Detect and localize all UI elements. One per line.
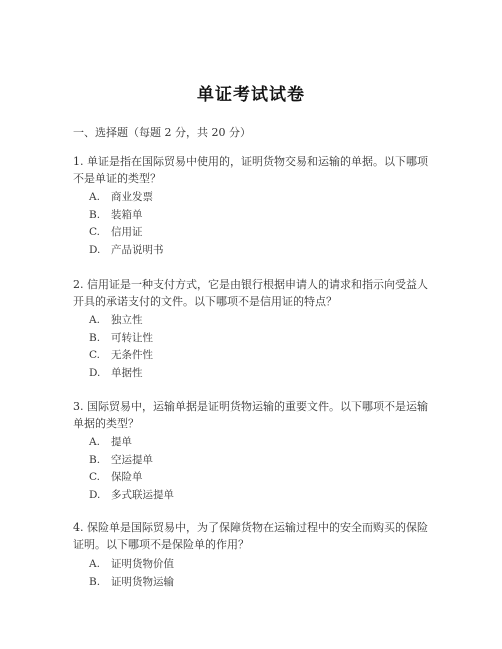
option-letter: B. [89, 208, 101, 221]
option-letter: A. [89, 314, 100, 326]
option-letter: D. [89, 243, 101, 256]
option-a [89, 189, 164, 207]
option-c [89, 347, 153, 365]
option-letter: B. [89, 453, 101, 466]
question-4-text: 4. 保险单是国际贸易中，为了保障货物在运输过程中的安全而购买的保险证明。以下哪项不是保险单的作用？ [73, 521, 428, 551]
option-c [89, 224, 164, 242]
option-d [89, 487, 174, 505]
option-a [89, 434, 174, 452]
option-text: 多式联运提单 [111, 488, 174, 501]
question-3-options [89, 434, 174, 504]
option-c [89, 469, 174, 487]
document-title: 单证考试试卷 [197, 85, 305, 105]
option-letter: D. [89, 366, 101, 379]
option-letter: A. [89, 191, 100, 203]
option-letter: A. [89, 558, 100, 570]
option-letter: C. [89, 349, 100, 361]
option-b [89, 207, 164, 225]
section-heading: 一、选择题（每题 2 分，共 20 分） [73, 126, 251, 139]
option-text: 证明货物价值 [111, 558, 174, 570]
option-text: 单据性 [111, 366, 143, 379]
option-text: 信用证 [111, 226, 143, 238]
option-text: 空运提单 [111, 453, 153, 466]
option-letter: C. [89, 226, 100, 238]
option-text: 提单 [111, 436, 132, 448]
question-1-options [89, 189, 164, 259]
option-text: 独立性 [111, 314, 143, 326]
option-letter: B. [89, 575, 101, 588]
option-letter: D. [89, 488, 101, 501]
option-text: 可转让性 [111, 331, 153, 344]
option-text: 保险单 [111, 471, 143, 483]
option-b [89, 452, 174, 470]
option-letter: B. [89, 331, 101, 344]
option-b [89, 574, 174, 592]
option-text: 产品说明书 [111, 243, 164, 256]
option-letter: C. [89, 471, 100, 483]
question-2-options [89, 312, 153, 382]
option-a [89, 556, 174, 574]
option-text: 证明货物运输 [111, 575, 174, 588]
option-a [89, 312, 153, 330]
option-d [89, 242, 164, 260]
option-text: 装箱单 [111, 208, 143, 221]
option-letter: A. [89, 436, 100, 448]
question-1-text: 1. 单证是指在国际贸易中使用的，证明货物交易和运输的单据。以下哪项不是单证的类型？ [73, 155, 428, 185]
option-b [89, 330, 153, 348]
option-text: 无条件性 [111, 349, 153, 361]
question-2-text: 2. 信用证是一种支付方式，它是由银行根据申请人的请求和指示向受益人开具的承诺支付的文件。以下哪项不是信用证的特点？ [73, 278, 428, 308]
option-text: 商业发票 [111, 191, 153, 203]
question-4-options [89, 556, 174, 591]
question-3-text: 3. 国际贸易中，运输单据是证明货物运输的重要文件。以下哪项不是运输单据的类型？ [73, 400, 428, 430]
option-d [89, 365, 153, 383]
